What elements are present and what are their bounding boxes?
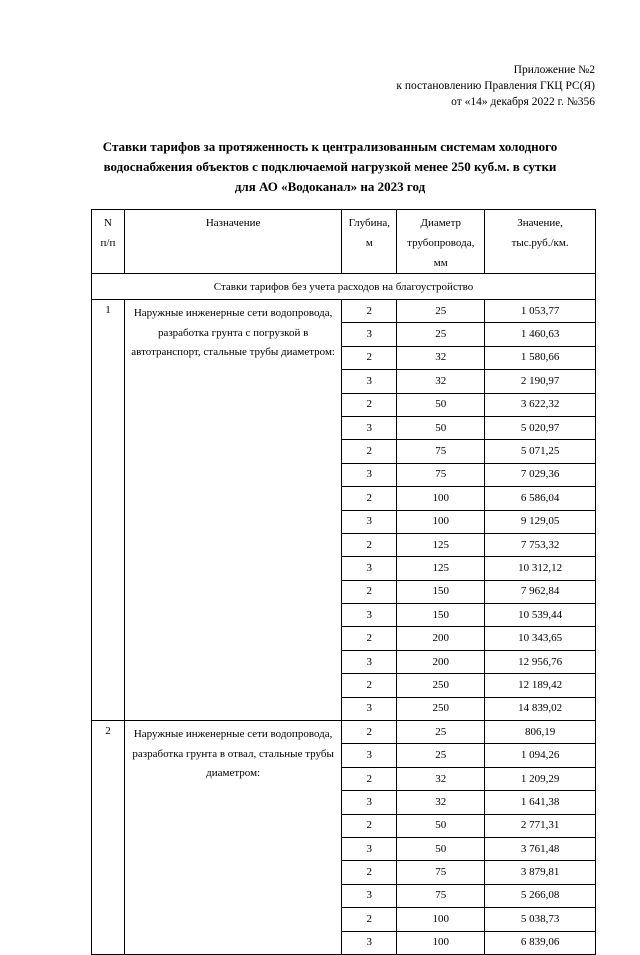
diameter-cell: 150: [397, 604, 485, 627]
value-cell: 1 209,29: [485, 767, 596, 790]
value-cell: 5 038,73: [485, 908, 596, 931]
header-value-line-2: тыс.руб./км.: [511, 237, 569, 249]
value-cell: 3 761,48: [485, 837, 596, 860]
value-cell: 6 839,06: [485, 931, 596, 954]
diameter-cell: 50: [397, 416, 485, 439]
appendix-line-2: к постановлению Правления ГКЦ РС(Я): [396, 80, 595, 92]
diameter-cell: 75: [397, 861, 485, 884]
value-cell: 9 129,05: [485, 510, 596, 533]
value-cell: 5 071,25: [485, 440, 596, 463]
depth-cell: 3: [342, 416, 397, 439]
value-cell: 5 020,97: [485, 416, 596, 439]
depth-cell: 2: [342, 814, 397, 837]
value-cell: 1 053,77: [485, 300, 596, 323]
depth-cell: 2: [342, 393, 397, 416]
diameter-cell: 100: [397, 510, 485, 533]
row-number: 2: [92, 721, 125, 955]
header-depth-line-2: м: [365, 237, 373, 249]
value-cell: 3 879,81: [485, 861, 596, 884]
diameter-cell: 75: [397, 884, 485, 907]
depth-cell: 2: [342, 487, 397, 510]
diameter-cell: 75: [397, 463, 485, 486]
depth-cell: 2: [342, 767, 397, 790]
appendix-reference: [396, 62, 595, 110]
diameter-cell: 50: [397, 814, 485, 837]
depth-cell: 3: [342, 557, 397, 580]
diameter-cell: 25: [397, 300, 485, 323]
depth-cell: 2: [342, 861, 397, 884]
depth-cell: 3: [342, 697, 397, 720]
value-cell: 7 753,32: [485, 533, 596, 556]
value-cell: 7 029,36: [485, 463, 596, 486]
header-diameter-line-3: мм: [433, 257, 448, 269]
value-cell: 2 771,31: [485, 814, 596, 837]
purpose-cell: Наружные инженерные сети водопровода, разработка грунта в отвал, стальные трубы диаметром:: [124, 721, 341, 955]
document-title: [80, 137, 580, 197]
header-value: [485, 210, 596, 274]
depth-cell: 3: [342, 931, 397, 954]
value-cell: 5 266,08: [485, 884, 596, 907]
diameter-cell: 125: [397, 557, 485, 580]
depth-cell: 2: [342, 627, 397, 650]
value-cell: 12 189,42: [485, 674, 596, 697]
depth-cell: 3: [342, 510, 397, 533]
header-diameter-line-2: трубопровода,: [407, 237, 475, 249]
depth-cell: 3: [342, 463, 397, 486]
diameter-cell: 250: [397, 674, 485, 697]
depth-cell: 3: [342, 884, 397, 907]
value-cell: 10 539,44: [485, 604, 596, 627]
title-line-1: Ставки тарифов за протяженность к централизованным системам холодного: [102, 139, 558, 154]
value-cell: 14 839,02: [485, 697, 596, 720]
header-name: Назначение: [124, 210, 341, 274]
row-number: 1: [92, 300, 125, 721]
table-header-row: [92, 210, 596, 274]
purpose-cell: Наружные инженерные сети водопровода, разработка грунта с погрузкой в автотранспорт, стальные трубы диаметром:: [124, 300, 341, 721]
diameter-cell: 32: [397, 370, 485, 393]
section-row: [92, 274, 596, 300]
value-cell: 806,19: [485, 721, 596, 744]
header-value-line-1: Значение,: [517, 217, 563, 229]
title-line-3: для АО «Водоканал» на 2023 год: [234, 179, 426, 194]
value-cell: 1 094,26: [485, 744, 596, 767]
diameter-cell: 100: [397, 908, 485, 931]
depth-cell: 3: [342, 323, 397, 346]
appendix-line-3: от «14» декабря 2022 г. №356: [451, 96, 595, 108]
section-title: Ставки тарифов без учета расходов на благоустройство: [92, 274, 596, 300]
value-cell: 7 962,84: [485, 580, 596, 603]
depth-cell: 3: [342, 744, 397, 767]
depth-cell: 2: [342, 346, 397, 369]
diameter-cell: 32: [397, 346, 485, 369]
header-num-line-2: п/п: [100, 237, 116, 249]
depth-cell: 2: [342, 580, 397, 603]
depth-cell: 2: [342, 440, 397, 463]
diameter-cell: 200: [397, 650, 485, 673]
value-cell: 1 580,66: [485, 346, 596, 369]
value-cell: 2 190,97: [485, 370, 596, 393]
diameter-cell: 150: [397, 580, 485, 603]
depth-cell: 2: [342, 721, 397, 744]
appendix-line-1: Приложение №2: [513, 64, 595, 76]
table-row: [92, 300, 596, 323]
depth-cell: 3: [342, 837, 397, 860]
table-row: [92, 721, 596, 744]
header-num-line-1: N: [103, 217, 112, 229]
depth-cell: 2: [342, 674, 397, 697]
diameter-cell: 32: [397, 791, 485, 814]
diameter-cell: 25: [397, 721, 485, 744]
depth-cell: 2: [342, 533, 397, 556]
depth-cell: 3: [342, 791, 397, 814]
diameter-cell: 50: [397, 393, 485, 416]
header-diameter-line-1: Диаметр: [420, 217, 462, 229]
diameter-cell: 125: [397, 533, 485, 556]
value-cell: 12 956,76: [485, 650, 596, 673]
depth-cell: 3: [342, 650, 397, 673]
value-cell: 6 586,04: [485, 487, 596, 510]
diameter-cell: 25: [397, 744, 485, 767]
diameter-cell: 200: [397, 627, 485, 650]
value-cell: 10 312,12: [485, 557, 596, 580]
tariff-table: [91, 209, 596, 955]
title-line-2: водоснабжения объектов с подключаемой нагрузкой менее 250 куб.м. в сутки: [103, 159, 557, 174]
diameter-cell: 100: [397, 487, 485, 510]
diameter-cell: 100: [397, 931, 485, 954]
depth-cell: 3: [342, 370, 397, 393]
header-diameter: [397, 210, 485, 274]
diameter-cell: 25: [397, 323, 485, 346]
diameter-cell: 32: [397, 767, 485, 790]
value-cell: 1 641,38: [485, 791, 596, 814]
diameter-cell: 50: [397, 837, 485, 860]
header-num: [92, 210, 125, 274]
value-cell: 10 343,65: [485, 627, 596, 650]
header-depth-line-1: Глубина,: [348, 217, 390, 229]
depth-cell: 2: [342, 908, 397, 931]
value-cell: 3 622,32: [485, 393, 596, 416]
diameter-cell: 250: [397, 697, 485, 720]
depth-cell: 3: [342, 604, 397, 627]
value-cell: 1 460,63: [485, 323, 596, 346]
depth-cell: 2: [342, 300, 397, 323]
diameter-cell: 75: [397, 440, 485, 463]
header-depth: [342, 210, 397, 274]
